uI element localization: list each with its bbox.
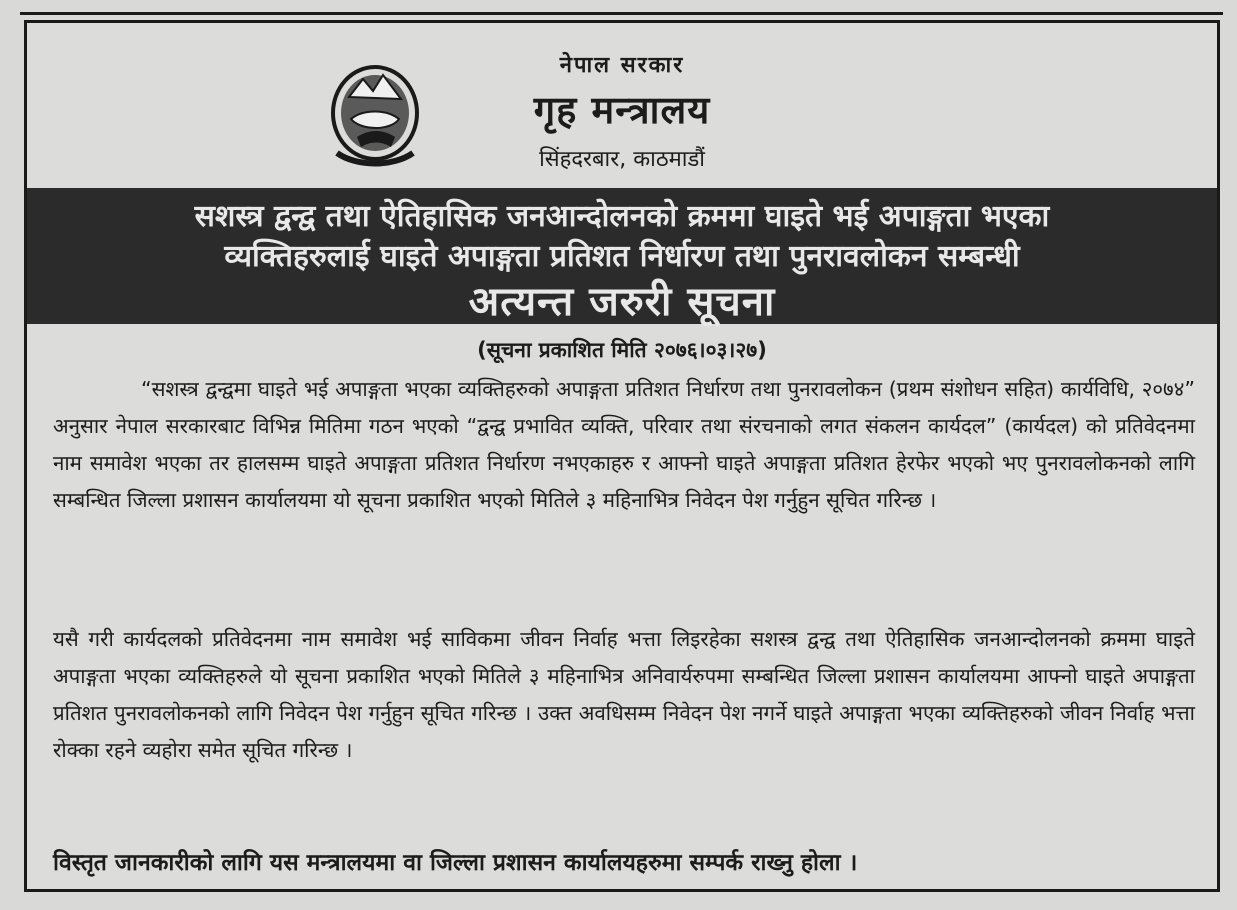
notice-paragraph-2: यसै गरी कार्यदलको प्रतिवेदनमा नाम समावेश भई साविकमा जीवन निर्वाह भत्ता लिइरहेका सशस्त्र द्वन्द्व तथा ऐतिहासिक जनआन्दोलनको क्रममा घाइते अपाङ्गता भएका व्यक्तिहरुले यो सूचना प्रकाशित भएको मितिले ३ महिनाभित्र अनिवार्यरुपमा सम्बन्धित जिल्ला प्रशासन कार्यालयमा आफ्नो घाइते अपाङ्गता प्रतिशत पुनरावलोकनको लागि निवेदन पेश गर्नुहुन सूचित गरिन्छ । उक्त अवधिसम्म निवेदन पेश नगर्ने घाइते अपाङ्गता भएका व्यक्तिहरुको जीवन निर्वाह भत्ता रोक्का रहने व्यहोरा समेत सूचित गरिन्छ । bbox=[53, 627, 1195, 762]
ministry-location: सिंहदरबार, काठमाडौं bbox=[539, 147, 705, 172]
notice-frame bbox=[24, 20, 1220, 892]
banner-line-1: सशस्त्र द्वन्द्व तथा ऐतिहासिक जनआन्दोलनको क्रममा घाइते भई अपाङ्गता भएका bbox=[194, 199, 1050, 234]
banner-headline: अत्यन्त जरुरी सूचना bbox=[468, 279, 776, 325]
ministry-title: गृह मन्त्रालय bbox=[533, 88, 711, 132]
notice-paragraph-1: “सशस्त्र द्वन्द्वमा घाइते भई अपाङ्गता भएका व्यक्तिहरुको अपाङ्गता प्रतिशत निर्धारण तथा पुनरावलोकन (प्रथम संशोधन सहित) कार्यविधि, २०७४” अनुसार नेपाल सरकारबाट विभिन्न मितिमा गठन भएको “द्वन्द्व प्रभावित व्यक्ति, परिवार तथा संरचनाको लगत संकलन कार्यदल” (कार्यदल) को प्रतिवेदनमा नाम समावेश भएका तर हालसम्म घाइते अपाङ्गता प्रतिशत निर्धारण नभएकाहरु र आफ्नो घाइते अपाङ्गता प्रतिशत हेरफेर भएको भए पुनरावलोकनको लागि सम्बन्धित जिल्ला प्रशासन कार्यालयमा यो सूचना प्रकाशित भएको मितिले ३ महिनाभित्र निवेदन पेश गर्नुहुन सूचित गरिन्छ । bbox=[53, 377, 1195, 512]
government-name: नेपाल सरकार bbox=[559, 53, 685, 78]
notice-header bbox=[27, 23, 1217, 188]
top-divider bbox=[20, 0, 1223, 15]
contact-note: विस्तृत जानकारीको लागि यस मन्त्रालयमा वा जिल्ला प्रशासन कार्यालयहरुमा सम्पर्क राख्नु होला । bbox=[53, 850, 858, 876]
banner-line-2: व्यक्तिहरुलाई घाइते अपाङ्गता प्रतिशत निर्धारण तथा पुनरावलोकन सम्बन्धी bbox=[224, 239, 1020, 274]
published-date: (सूचना प्रकाशित मिति २०७६।०३।२७) bbox=[477, 338, 767, 362]
notice-banner bbox=[27, 188, 1217, 324]
